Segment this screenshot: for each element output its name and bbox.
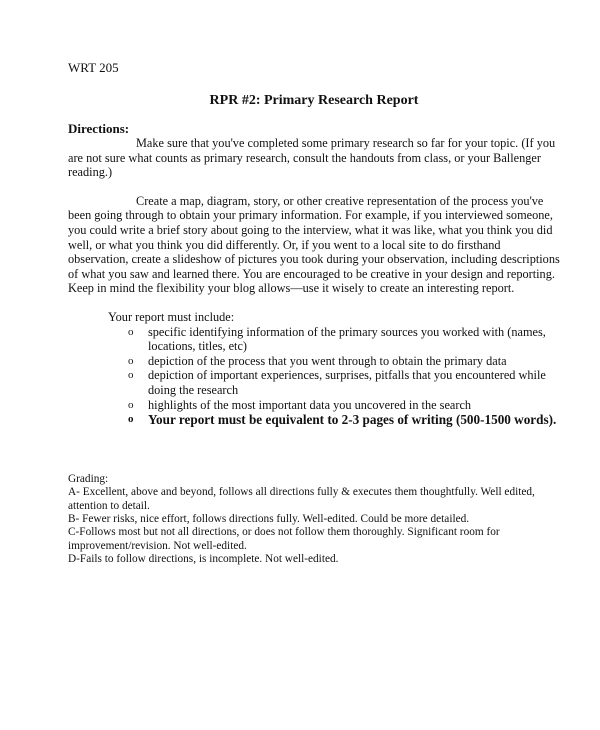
course-code: WRT 205 [68, 60, 119, 75]
list-item-text: Your report must be equivalent to 2-3 pages of writing (500-1500 words). [148, 412, 557, 428]
grading-heading: Grading: [68, 472, 109, 485]
list-item-text: highlights of the most important data you uncovered in the search [148, 397, 472, 412]
directions-paragraph-1: Make sure that you've completed some primary research so far for your topic. (If you are not sure what counts as primary research, consult the handouts from class, or your Ballenger reading.) [68, 136, 556, 180]
bullet-icon: o [128, 354, 134, 367]
bullet-icon: o [128, 325, 134, 338]
grade-a: A- Excellent, above and beyond, follows all directions fully & executes them thoughtfully. Well edited, attention to detail. [68, 486, 535, 512]
list-item [128, 324, 560, 354]
directions-paragraph-2: Create a map, diagram, story, or other creative representation of the process you've been going through to obtain your primary information. For example, if you interviewed someone, you could write a brief story about going to the interview, what it was like, what you think you did well, or what you think you did differently. Or, if you went to a local site to do firsthand observation, create a slideshow of pictures you took during your observation, including descriptions of what you saw and learned there. You are encouraged to be creative in your design and reporting. Keep in mind the flexibility your blog allows—use it wisely to create an interesting report. [68, 193, 560, 296]
list-item-text: depiction of important experiences, surprises, pitfalls that you encountered while doing the research [148, 368, 546, 397]
list-item [128, 353, 560, 369]
list-item-text: specific identifying information of the primary sources you worked with (names, locations, titles, etc) [148, 324, 546, 354]
directions-heading: Directions: [68, 121, 130, 136]
spacer [68, 180, 560, 194]
requirements-intro: Your report must include: [108, 309, 235, 324]
grade-d: D-Fails to follow directions, is incomplete. Not well-edited. [68, 553, 339, 566]
list-item-text: depiction of the process that you went through to obtain the primary data [148, 353, 507, 368]
bullet-icon: o [128, 369, 134, 382]
document-title: RPR #2: Primary Research Report [209, 93, 419, 108]
requirements-list [68, 325, 560, 428]
grade-b: B- Fewer risks, nice effort, follows directions fully. Well-edited. Could be more detailed. [68, 512, 470, 525]
spacer [68, 296, 560, 310]
bullet-icon: o [128, 413, 134, 426]
grade-c: C-Follows most but not all directions, or does not follow them thoroughly. Significant room for improvement/revision. Not well-edited. [68, 526, 500, 552]
list-item [128, 368, 560, 397]
list-item [128, 397, 560, 413]
list-item [128, 412, 560, 428]
bullet-icon: o [128, 398, 134, 411]
